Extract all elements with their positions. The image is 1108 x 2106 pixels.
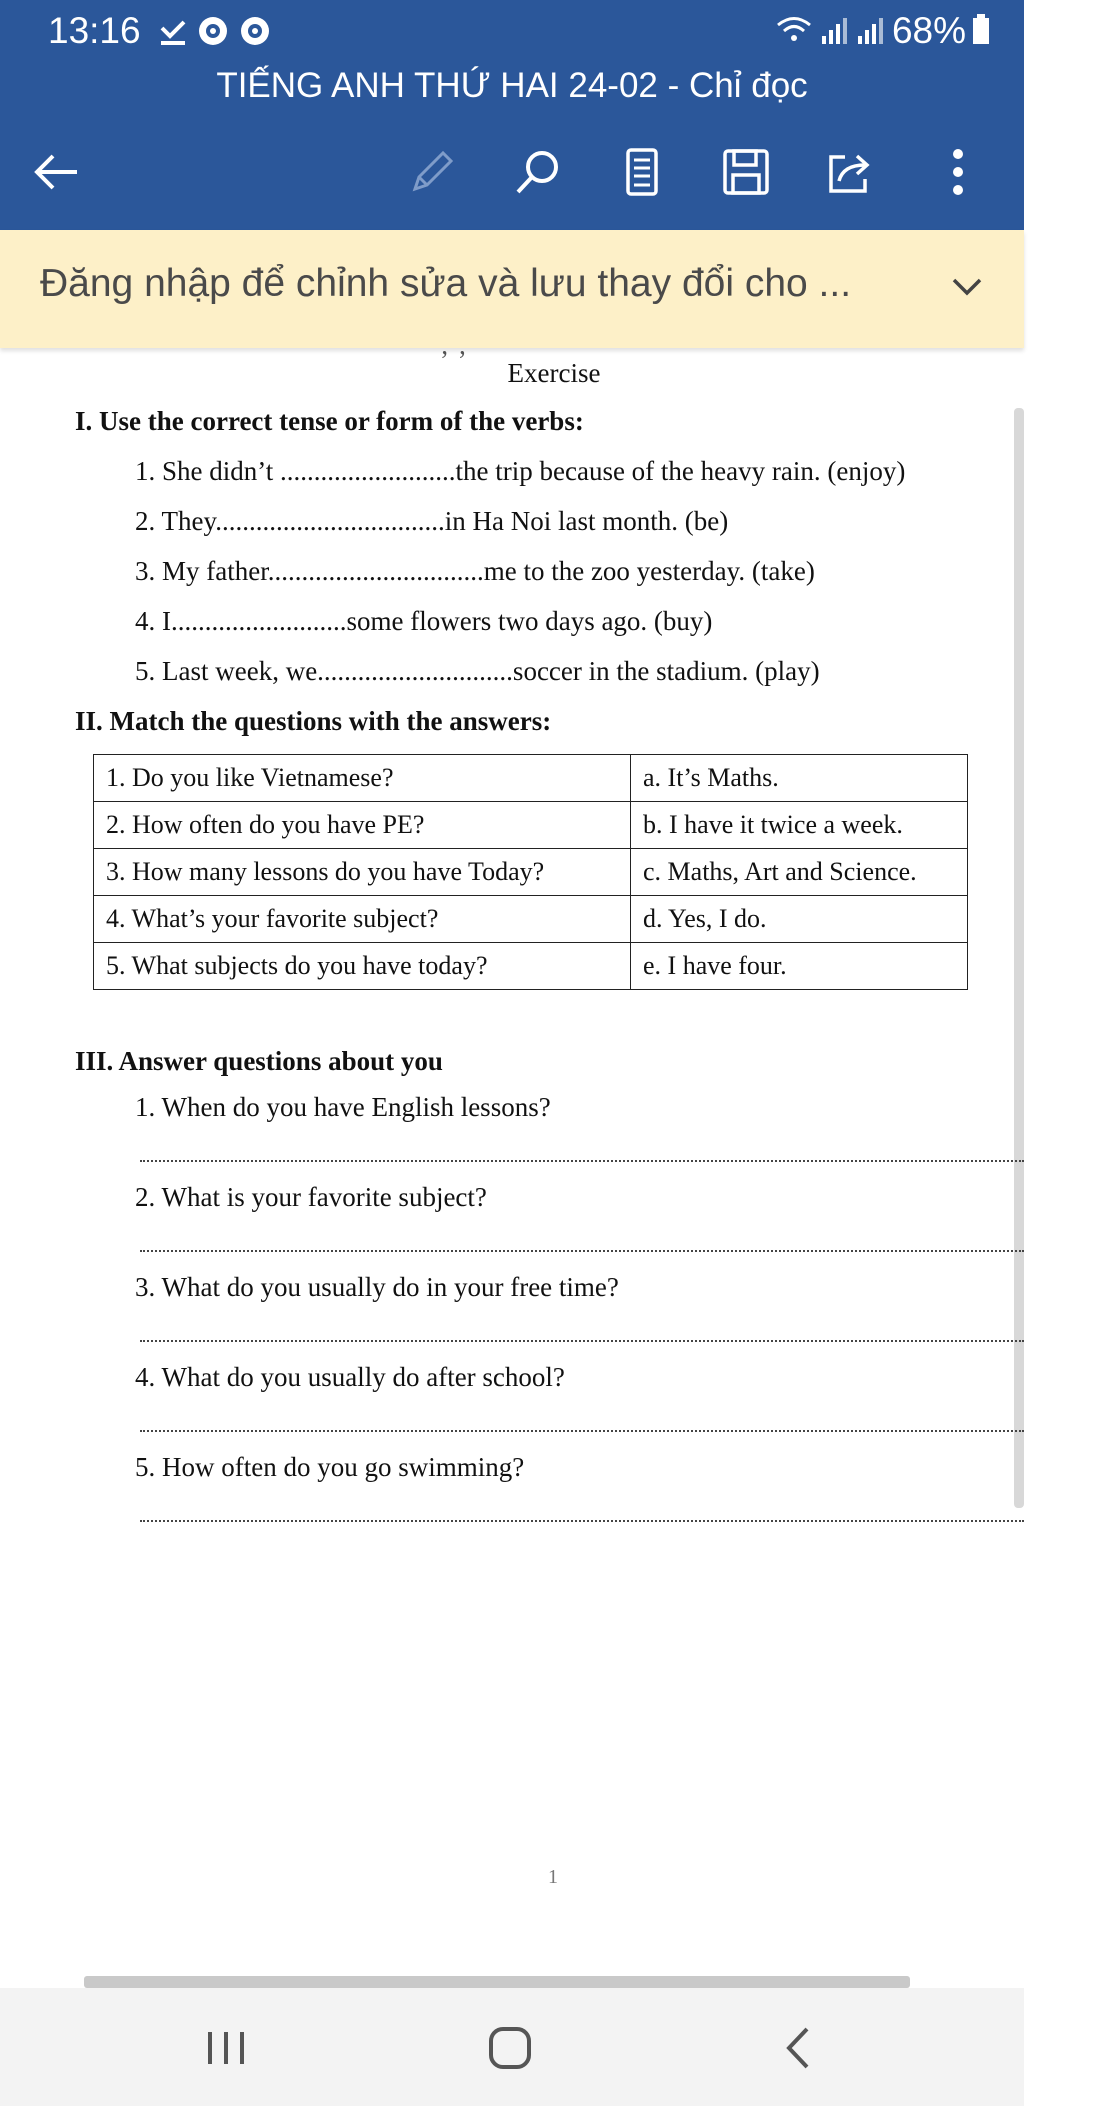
section-3-question: 4. What do you usually do after school? [135, 1362, 565, 1392]
answer-line [140, 1430, 1024, 1432]
question-cell: 5. What subjects do you have today? [94, 943, 631, 990]
save-icon[interactable] [714, 140, 778, 204]
recent-apps-icon[interactable] [186, 2008, 266, 2088]
edit-pencil-icon[interactable] [400, 140, 464, 204]
section-1-item: 5. Last week, we.............................soccer in the stadium. (play) [135, 656, 820, 686]
app-header [0, 0, 1024, 230]
section-1-title: I. Use the correct tense or form of the verbs: [75, 406, 584, 436]
toolbar [0, 140, 1024, 204]
table-row [94, 943, 968, 990]
section-3-title: III. Answer questions about you [75, 1046, 443, 1076]
signin-banner[interactable] [0, 230, 1024, 348]
wifi-icon [774, 12, 814, 51]
document-page[interactable] [0, 348, 1024, 1988]
search-icon[interactable] [506, 140, 570, 204]
answer-line [140, 1160, 1024, 1162]
section-1-item: 2. They..................................in Ha Noi last month. (be) [135, 506, 729, 536]
answer-cell: d. Yes, I do. [631, 896, 968, 943]
section-1-item: 3. My father................................me to the zoo yesterday. (take) [135, 556, 815, 586]
table-row [94, 802, 968, 849]
answer-line [140, 1520, 1024, 1522]
battery-icon [972, 14, 990, 49]
table-row [94, 896, 968, 943]
section-3-question: 1. When do you have English lessons? [135, 1092, 551, 1122]
document-title: TIẾNG ANH THỨ HAI 24-02 - Chỉ đọc [216, 66, 808, 105]
answer-cell: b. I have it twice a week. [631, 802, 968, 849]
section-3-question: 2. What is your favorite subject? [135, 1182, 487, 1212]
status-time: 13:16 [48, 10, 141, 51]
answer-line [140, 1250, 1024, 1252]
answer-cell: a. It’s Maths. [631, 755, 968, 802]
notification-icon [196, 14, 230, 53]
answer-cell: e. I have four. [631, 943, 968, 990]
table-row [94, 849, 968, 896]
exercise-heading: Exercise [507, 358, 601, 388]
signal-icon [820, 12, 850, 51]
section-1-item: 4. I..........................some flowers two days ago. (buy) [135, 606, 713, 636]
horizontal-scrollbar[interactable] [84, 1976, 910, 1988]
reading-view-icon[interactable] [610, 140, 674, 204]
notification-icon [238, 14, 272, 53]
section-1-item: 1. She didn’t ..........................the trip because of the heavy rain. (enjoy) [135, 456, 906, 486]
signin-banner-text: Đăng nhập để chỉnh sửa và lưu thay đổi cho ... [40, 262, 852, 305]
section-3-question: 3. What do you usually do in your free time? [135, 1272, 619, 1302]
question-cell: 3. How many lessons do you have Today? [94, 849, 631, 896]
table-row [94, 755, 968, 802]
question-cell: 1. Do you like Vietnamese? [94, 755, 631, 802]
question-cell: 4. What’s your favorite subject? [94, 896, 631, 943]
more-options-icon[interactable] [926, 140, 990, 204]
back-arrow-icon[interactable] [24, 140, 88, 204]
battery-level: 68% [891, 10, 966, 51]
signal-icon [856, 12, 886, 51]
chevron-down-icon[interactable] [950, 268, 984, 313]
page-number: 1 [548, 1866, 558, 1888]
download-done-icon [158, 14, 188, 53]
share-icon[interactable] [818, 140, 882, 204]
nav-back-icon[interactable] [758, 2008, 838, 2088]
status-bar [0, 0, 1024, 64]
question-cell: 2. How often do you have PE? [94, 802, 631, 849]
answer-cell: c. Maths, Art and Science. [631, 849, 968, 896]
section-2-title: II. Match the questions with the answers: [75, 706, 552, 736]
match-table [93, 754, 968, 990]
vertical-scrollbar[interactable] [1014, 408, 1024, 1508]
navigation-bar [0, 1988, 1024, 2106]
home-icon[interactable] [470, 2008, 550, 2088]
section-3-question: 5. How often do you go swimming? [135, 1452, 525, 1482]
answer-line [140, 1340, 1024, 1342]
